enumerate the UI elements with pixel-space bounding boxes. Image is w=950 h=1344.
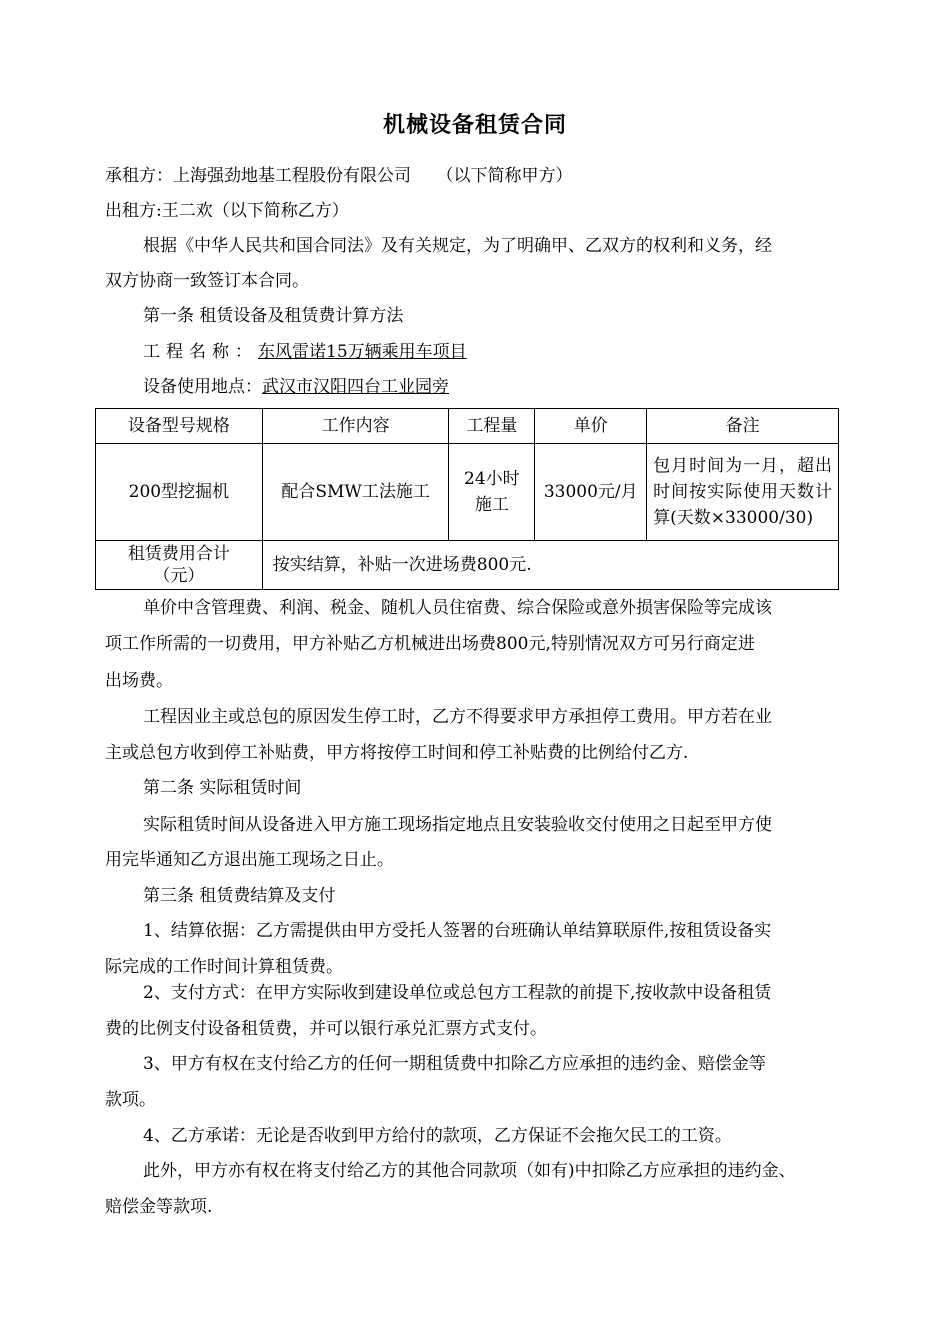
- offset-clause-line-2: 赔偿金等款项.: [105, 1197, 213, 1217]
- header-cell-remark: 备注: [647, 409, 839, 444]
- header-cell-price: 单价: [535, 409, 647, 444]
- project-name-label: 工程名称：: [143, 342, 258, 362]
- equipment-table: [95, 408, 839, 590]
- price-note-line-1: 单价中含管理费、利润、税金、随机人员住宿费、综合保险或意外损害保险等完成该: [143, 598, 772, 618]
- price-note-line-2: 项工作所需的一切费用，甲方补贴乙方机械进出场费800元,特别情况双方可另行商定进: [105, 634, 755, 654]
- cell-total-label: 租赁费用合计（元）: [96, 541, 263, 590]
- article-2-line-1: 实际租赁时间从设备进入甲方施工现场指定地点且安装验收交付使用之日起至甲方使: [143, 815, 772, 835]
- table-header-row: [96, 409, 839, 444]
- article-3-heading: 第三条 租赁费结算及支付: [143, 886, 336, 906]
- article-3-item-2-line-2: 费的比例支付设备租赁费，并可以银行承兑汇票方式支付。: [105, 1019, 547, 1039]
- article-2-line-2: 用完毕通知乙方退出施工现场之日止。: [105, 850, 394, 870]
- article-3-item-3-line-1: 3、甲方有权在支付给乙方的任何一期租赁费中扣除乙方应承担的违约金、赔偿金等: [143, 1054, 766, 1074]
- article-2-heading: 第二条 实际租赁时间: [143, 778, 302, 798]
- cell-total-value: 按实结算，补贴一次进场费800元.: [262, 541, 838, 590]
- header-cell-quantity: 工程量: [449, 409, 535, 444]
- cell-work: 配合SMW工法施工: [262, 444, 449, 541]
- table-total-row: [96, 541, 839, 590]
- lessee-line: 承租方：上海强劲地基工程股份有限公司 （以下简称甲方）: [105, 166, 573, 186]
- stoppage-line-1: 工程因业主或总包的原因发生停工时，乙方不得要求甲方承担停工费用。甲方若在业: [143, 707, 772, 727]
- document-title: 机械设备租赁合同: [382, 112, 567, 138]
- cell-model: 200型挖掘机: [96, 444, 263, 541]
- table-row: [96, 444, 839, 541]
- intro-line-1: 根据《中华人民共和国合同法》及有关规定，为了明确甲、乙双方的权利和义务，经: [143, 236, 772, 256]
- location-label: 设备使用地点：: [143, 377, 262, 397]
- cell-remark: 包月时间为一月，超出时间按实际使用天数计算(天数×33000/30): [647, 444, 839, 541]
- article-3-item-3-line-2: 款项。: [105, 1090, 156, 1110]
- article-3-item-1-line-1: 1、结算依据：乙方需提供由甲方受托人签署的台班确认单结算联原件,按租赁设备实: [143, 921, 772, 941]
- article-1-heading: 第一条 租赁设备及租赁费计算方法: [143, 306, 404, 326]
- header-cell-work: 工作内容: [262, 409, 449, 444]
- lessor-line: 出租方:王二欢（以下简称乙方）: [105, 201, 349, 221]
- location-value: 武汉市汉阳四台工业园旁: [262, 377, 449, 397]
- cell-price: 33000元/月: [535, 444, 647, 541]
- project-name-line: [143, 340, 467, 364]
- project-name-value: 东风雷诺15万辆乘用车项目: [258, 342, 467, 362]
- article-3-item-1-line-2: 际完成的工作时间计算租赁费。: [105, 957, 343, 977]
- header-cell-model: 设备型号规格: [96, 409, 263, 444]
- offset-clause-line-1: 此外，甲方亦有权在将支付给乙方的其他合同款项（如有)中扣除乙方应承担的违约金、: [143, 1161, 796, 1181]
- price-note-line-3: 出场费。: [105, 671, 173, 691]
- intro-line-2: 双方协商一致签订本合同。: [105, 271, 309, 291]
- article-3-item-2-line-1: 2、支付方式：在甲方实际收到建设单位或总包方工程款的前提下,按收款中设备租赁: [143, 983, 772, 1003]
- location-line: [143, 375, 449, 399]
- cell-quantity: 24小时施工: [449, 444, 535, 541]
- article-3-item-4: 4、乙方承诺：无论是否收到甲方给付的款项，乙方保证不会拖欠民工的工资。: [143, 1126, 732, 1146]
- stoppage-line-2: 主或总包方收到停工补贴费，甲方将按停工时间和停工补贴费的比例给付乙方.: [105, 743, 689, 763]
